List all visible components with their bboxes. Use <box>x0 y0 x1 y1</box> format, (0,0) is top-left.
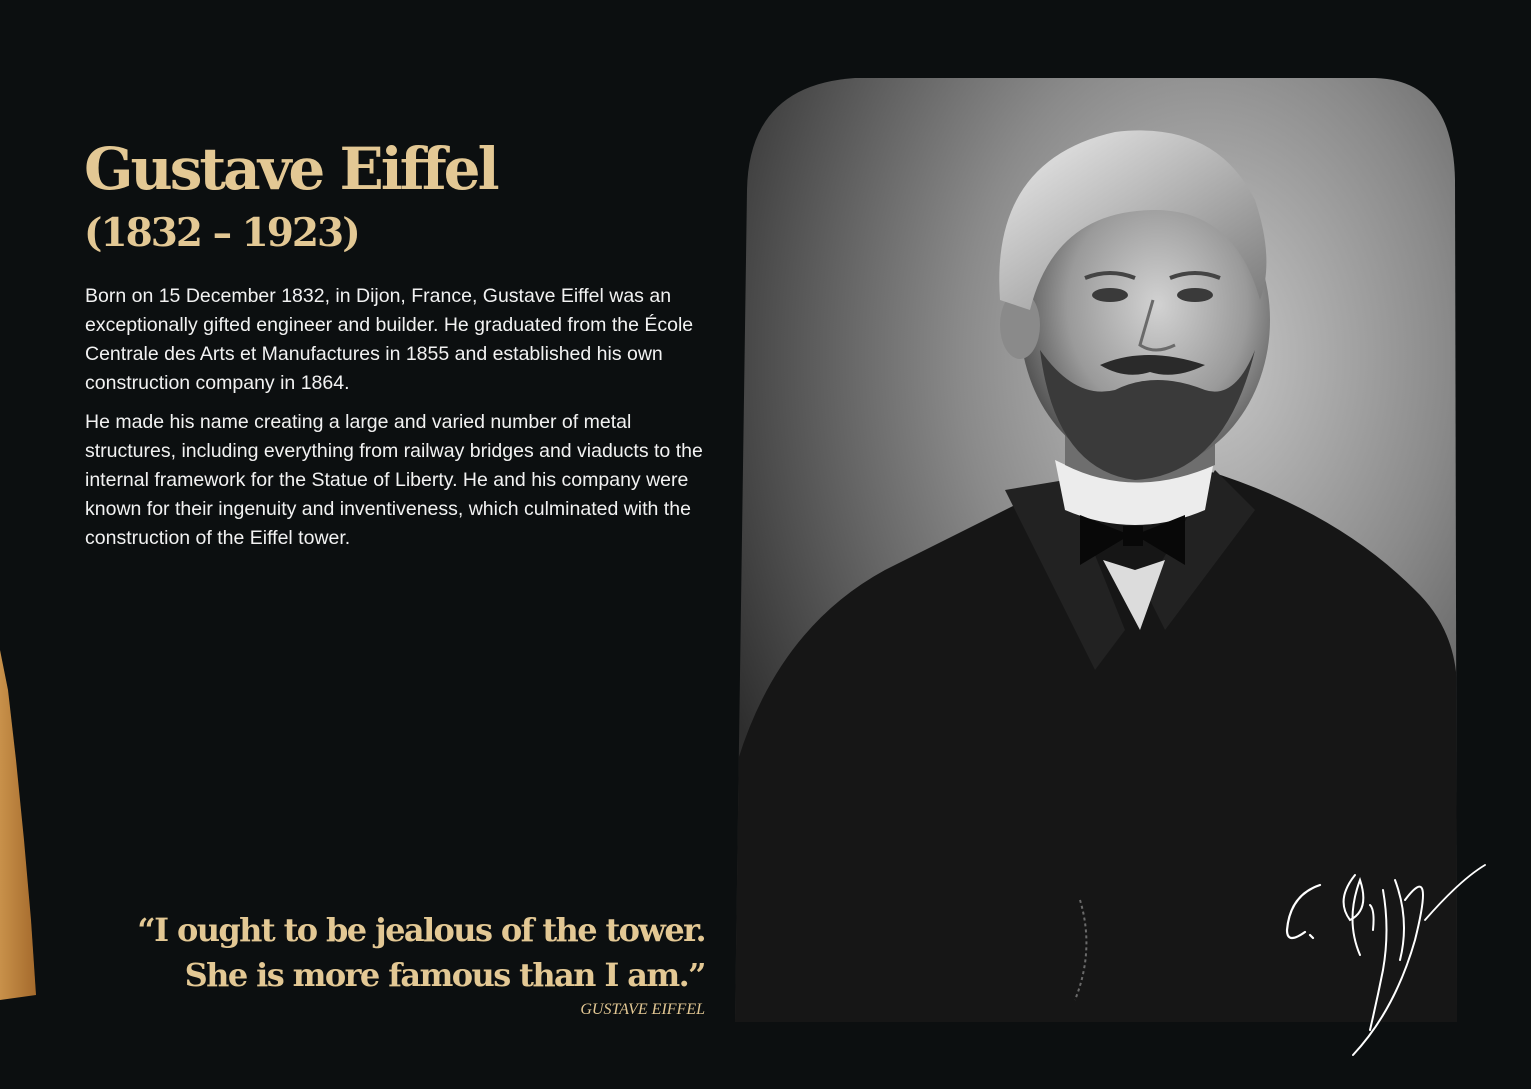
signature <box>1275 860 1495 1060</box>
quote-line-1: “I ought to be jealous of the tower. <box>137 911 705 949</box>
biography <box>85 282 705 563</box>
bio-paragraph-2: He made his name creating a large and varied number of metal structures, including everything from railway bridges and viaducts to the internal framework for the Statue of Liberty. He and his company were known for their ingenuity and inventiveness, which culminated with the construction of the Eiffel tower. <box>85 411 703 549</box>
bio-paragraph-1: Born on 15 December 1832, in Dijon, France, Gustave Eiffel was an exceptionally gifted engineer and builder. He graduated from the École Centrale des Arts et Manufactures in 1855 and established his own construction company in 1864. <box>85 285 694 394</box>
quote-line-2: She is more famous than I am.” <box>184 956 705 994</box>
quote-attribution: GUSTAVE EIFFEL <box>580 1001 705 1018</box>
life-dates: (1832 – 1923) <box>84 210 359 256</box>
quote <box>25 908 705 998</box>
page-title: Gustave Eiffel <box>84 135 497 203</box>
